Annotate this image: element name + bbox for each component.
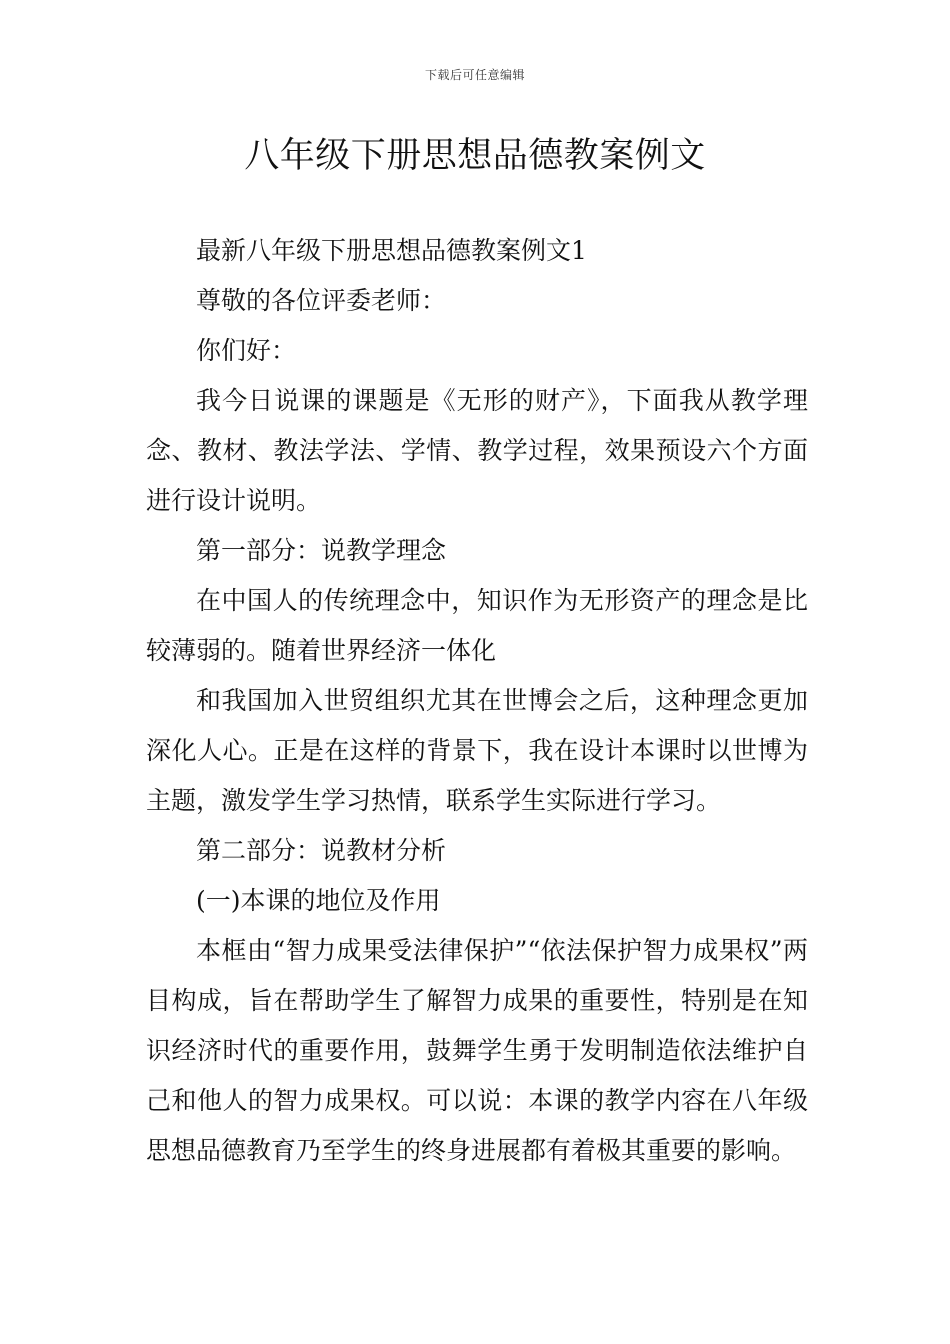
document-body (146, 226, 808, 1176)
section-heading-2: 第二部分：说教材分析 (196, 836, 447, 865)
subsection-heading-1: (一)本课的地位及作用 (196, 886, 441, 915)
section-heading-1: 第一部分：说教学理念 (196, 536, 447, 565)
paragraph-subtitle: 最新八年级下册思想品德教案例文1 (196, 236, 587, 265)
header-note: 下载后可任意编辑 (424, 68, 525, 82)
paragraph-intro: 我今日说课的课题是《无形的财产》，下面我从教学理念、教材、教法学法、学情、教学过程，效果预设六个方面进行设计说明。 (146, 386, 808, 515)
paragraph-background: 和我国加入世贸组织尤其在世博会之后，这种理念更加深化人心。正是在这样的背景下，我在设计本课时以世博为主题，激发学生学习热情，联系学生实际进行学习。 (146, 686, 808, 815)
paragraph-textbook: 本框由“智力成果受法律保护”“依法保护智力成果权”两目构成，旨在帮助学生了解智力成果的重要性，特别是在知识经济时代的重要作用，鼓舞学生勇于发明制造依法维护自己和他人的智力成果权。可以说：本课的教学内容在八年级思想品德教育乃至学生的终身进展都有着极其重要的影响。 (146, 936, 808, 1165)
paragraph-salutation: 尊敬的各位评委老师： (196, 286, 447, 315)
page-title: 八年级下册思想品德教案例文 (244, 136, 706, 176)
paragraph-concept: 在中国人的传统理念中，知识作为无形资产的理念是比较薄弱的。随着世界经济一体化 (146, 586, 808, 665)
paragraph-greeting: 你们好： (196, 336, 297, 365)
